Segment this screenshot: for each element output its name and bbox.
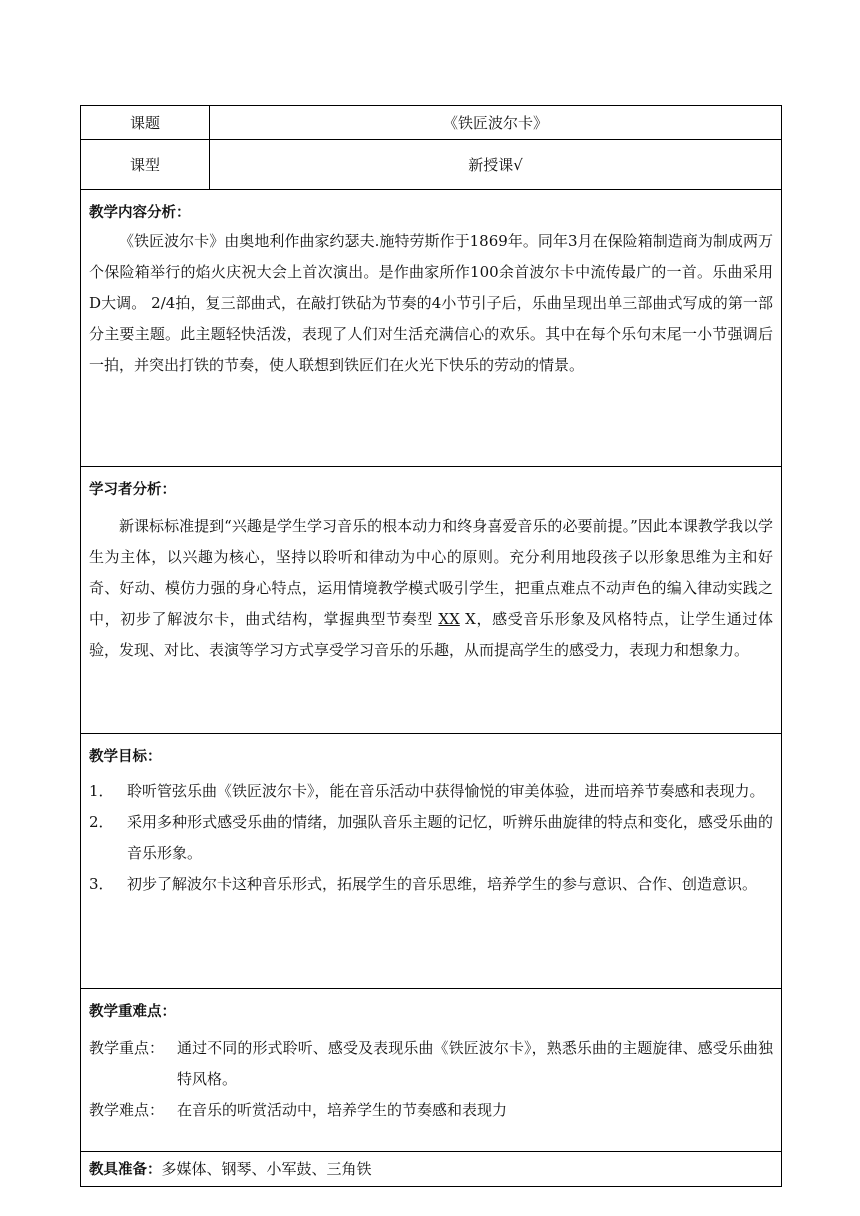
tools-text: 多媒体、钢琴、小军鼓、三角铁 xyxy=(161,1160,372,1178)
objectives-row xyxy=(81,734,782,989)
objectives-heading: 教学目标： xyxy=(89,749,162,765)
lesson-type-row xyxy=(81,140,782,190)
key-points-row xyxy=(81,989,782,1152)
objective-number: 1． xyxy=(89,782,114,800)
objective-text: 聆听管弦乐曲《铁匠波尔卡》，能在音乐活动中获得愉悦的审美体验，进而培养节奏感和表现力。 xyxy=(127,782,765,800)
learner-analysis-cell xyxy=(81,467,782,734)
lesson-type-label: 课型 xyxy=(81,140,210,190)
focus-text: 通过不同的形式聆听、感受及表现乐曲《铁匠波尔卡》，熟悉乐曲的主题旋律、感受乐曲独特风格。 xyxy=(177,1039,773,1088)
objective-item xyxy=(89,776,773,807)
tools-cell xyxy=(81,1152,782,1187)
objective-item xyxy=(89,869,773,900)
objective-text: 采用多种形式感受乐曲的情绪，加强队音乐主题的记忆，听辨乐曲旋律的特点和变化，感受乐曲的音乐形象。 xyxy=(127,813,773,862)
topic-label: 课题 xyxy=(81,106,210,140)
objective-item xyxy=(89,807,773,869)
rhythm-plain: X xyxy=(459,610,476,628)
learner-text-after: ，感受音乐形象及风格特点，让学生通过体验，发现、对比、表演等学习方式享受学习音乐的乐趣，从而提高学生的感受力，表现力和想象力。 xyxy=(89,610,773,659)
objective-number: 3． xyxy=(89,875,114,893)
focus-label: 教学重点： xyxy=(89,1039,165,1057)
key-points-heading: 教学重难点： xyxy=(89,1004,176,1020)
learner-analysis-row xyxy=(81,467,782,734)
objective-number: 2． xyxy=(89,813,114,831)
content-analysis-heading: 教学内容分析： xyxy=(89,205,191,221)
lesson-type-value: 新授课√ xyxy=(210,140,782,190)
learner-analysis-text xyxy=(89,511,773,666)
difficulty-label: 教学难点： xyxy=(89,1101,165,1119)
content-analysis-cell xyxy=(81,190,782,467)
rhythm-underlined: XX xyxy=(438,610,460,628)
learner-text-before: 新课标标准提到“兴趣是学生学习音乐的根本动力和终身喜爱音乐的必要前提。”因此本课教学我以学生为主体，以兴趣为核心，坚持以聆听和律动为中心的原则。充分利用地段孩子以形象思维为主和好奇、好动、模仿力强的身心特点，运用情境教学模式吸引学生，把重点难点不动声色的编入律动实践之中，初步了解波尔卡，曲式结构，掌握典型节奏型 xyxy=(89,517,773,628)
topic-row xyxy=(81,106,782,140)
difficulty-text: 在音乐的听赏活动中，培养学生的节奏感和表现力 xyxy=(177,1101,508,1119)
objectives-list xyxy=(89,776,773,900)
tools-label: 教具准备： xyxy=(89,1162,162,1178)
topic-value: 《铁匠波尔卡》 xyxy=(210,106,782,140)
objectives-cell xyxy=(81,734,782,989)
learner-analysis-heading: 学习者分析： xyxy=(89,482,176,498)
key-points-cell xyxy=(81,989,782,1152)
objective-text: 初步了解波尔卡这种音乐形式，拓展学生的音乐思维，培养学生的参与意识、合作、创造意识。 xyxy=(127,875,758,893)
focus-entry xyxy=(89,1033,773,1095)
difficulty-entry xyxy=(89,1095,773,1126)
lesson-plan-table xyxy=(80,105,782,1187)
content-analysis-row xyxy=(81,190,782,467)
tools-row xyxy=(81,1152,782,1187)
content-analysis-text: 《铁匠波尔卡》由奥地利作曲家约瑟夫.施特劳斯作于1869年。同年3月在保险箱制造商为制成两万个保险箱举行的焰火庆祝大会上首次演出。是作曲家所作100余首波尔卡中流传最广的一首。乐曲采用D大调。 2/4拍，复三部曲式，在敲打铁砧为节奏的4小节引子后，乐曲呈现出单三部曲式写成的第一部分主要主题。此主题轻快活泼，表现了人们对生活充满信心的欢乐。其中在每个乐句末尾一小节强调后一拍，并突出打铁的节奏，使人联想到铁匠们在火光下快乐的劳动的情景。 xyxy=(89,232,773,374)
